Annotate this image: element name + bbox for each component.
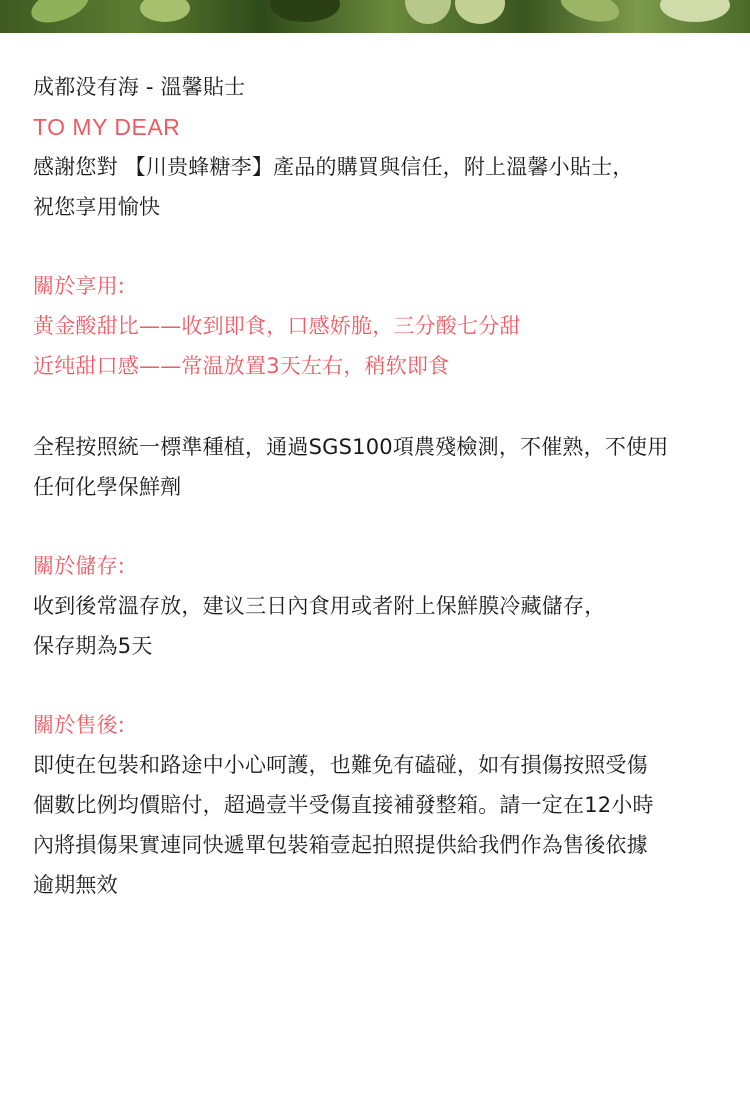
page-title: 成都没有海 - 溫馨貼士: [33, 75, 246, 99]
intro-line: 祝您享用愉快: [33, 195, 161, 219]
storage-line: 收到後常溫存放，建议三日內食用或者附上保鮮膜冷藏儲存，: [33, 594, 606, 618]
aftersale-line: 內將損傷果實連同快遞單包裝箱壹起拍照提供給我們作為售後依據: [33, 833, 648, 857]
greeting: TO MY DEAR: [33, 114, 181, 140]
enjoy-line: 黄金酸甜比——收到即食，口感娇脆，三分酸七分甜: [33, 314, 521, 338]
aftersale-line: 逾期無效: [33, 873, 118, 897]
intro-line: 感謝您對 【川贵蜂糖李】產品的購買與信任，附上溫馨小貼士，: [33, 155, 634, 179]
storage-heading: 關於儲存:: [33, 554, 126, 578]
aftersale-line: 個數比例均價賠付，超過壹半受傷直接補發整箱。請一定在12小時: [33, 793, 654, 817]
aftersale-line: 即使在包裝和路途中小心呵護，也難免有磕碰，如有損傷按照受傷: [33, 753, 648, 777]
fruit-tree-banner-image: [0, 0, 750, 33]
storage-line: 保存期為5天: [33, 634, 153, 658]
planting-line: 任何化學保鮮劑: [33, 475, 182, 499]
enjoy-line: 近纯甜口感——常温放置3天左右，稍软即食: [33, 354, 450, 378]
enjoy-heading: 關於享用:: [33, 274, 126, 298]
planting-line: 全程按照統一標準種植，通過SGS100項農殘檢測，不催熟，不使用: [33, 435, 669, 459]
aftersale-heading: 關於售後:: [33, 713, 126, 737]
